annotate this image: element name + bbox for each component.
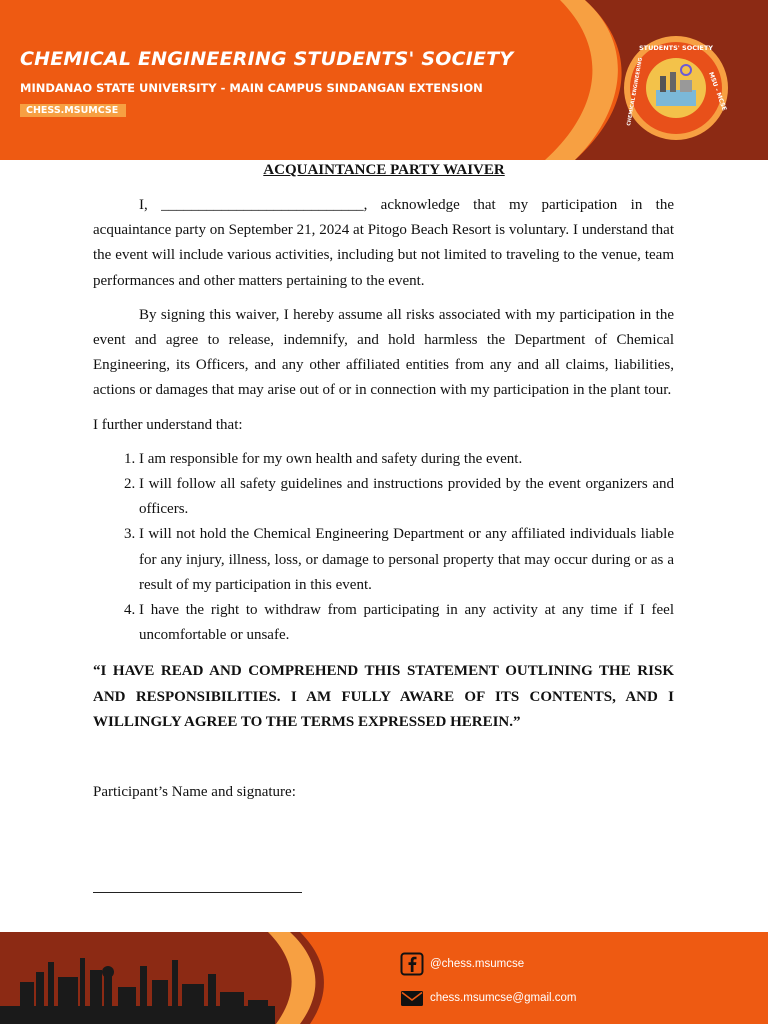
list-item: 1. I am responsible for my own health and safety during the event. <box>139 447 674 472</box>
further-understand-label: I further understand that: <box>93 416 243 433</box>
signature-line[interactable] <box>93 892 302 893</box>
facebook-handle: @chess.msumcse <box>430 958 525 970</box>
list-item: 3. I will not hold the Chemical Engineering Department or any affiliated individuals liable for any injury, illness, loss, or damage to personal property that may occur during or as a result of my participation in this event. <box>139 522 674 598</box>
society-logo-icon <box>620 32 732 144</box>
footer-background <box>0 932 768 1024</box>
logo-right-text: MSU - MCSE <box>707 71 728 112</box>
list-item: 2. I will follow all safety guidelines and instructions provided by the event organizers and officers. <box>139 472 674 522</box>
mail-icon <box>400 986 424 1010</box>
facebook-contact[interactable] <box>400 952 524 976</box>
email-contact[interactable] <box>400 986 577 1010</box>
organization-title: CHEMICAL ENGINEERING STUDENTS' SOCIETY <box>20 48 514 70</box>
list-item: 4. I have the right to withdraw from participating in any activity at any time if I feel uncomfortable or unsafe. <box>139 598 674 648</box>
conditions-list <box>93 447 674 649</box>
signature-label: Participant’s Name and signature: <box>93 784 296 801</box>
document-title: ACQUAINTANCE PARTY WAIVER <box>263 162 505 178</box>
facebook-icon <box>400 952 424 976</box>
email-address: chess.msumcse@gmail.com <box>430 992 577 1004</box>
paragraph-acknowledgement: I, ___________________________, acknowledge that my participation in the acquaintance party on September 21, 2024 at Pitogo Beach Resort is voluntary. I understand that the event will include various activities, including but not limited to traveling to the venue, team performances and other matters pertaining to the event. <box>93 197 674 289</box>
social-tag: CHESS.MSUMCSE <box>20 104 126 117</box>
university-name: MINDANAO STATE UNIVERSITY - MAIN CAMPUS SINDANGAN EXTENSION <box>20 81 483 95</box>
letterhead-footer <box>0 932 768 1024</box>
logo-top-text: STUDENTS' SOCIETY <box>638 44 714 52</box>
agreement-statement: “I HAVE READ AND COMPREHEND THIS STATEMENT OUTLINING THE RISK AND RESPONSIBILITIES. I AM FULLY AWARE OF ITS CONTENTS, AND I WILLINGLY AGREE TO THE TERMS EXPRESSED HEREIN.” <box>93 663 674 730</box>
logo-left-text: CHEMICAL ENGINEERING <box>626 57 644 127</box>
paragraph-release: By signing this waiver, I hereby assume all risks associated with my participation in the event and agree to release, indemnify, and hold harmless the Department of Chemical Engineering, its Officers, and any other affiliated entities from any and all claims, liabilities, actions or damages that may arise out of or in connection with my participation in the plant tour. <box>93 306 674 399</box>
letterhead-header <box>0 0 768 160</box>
document-body <box>93 193 674 814</box>
